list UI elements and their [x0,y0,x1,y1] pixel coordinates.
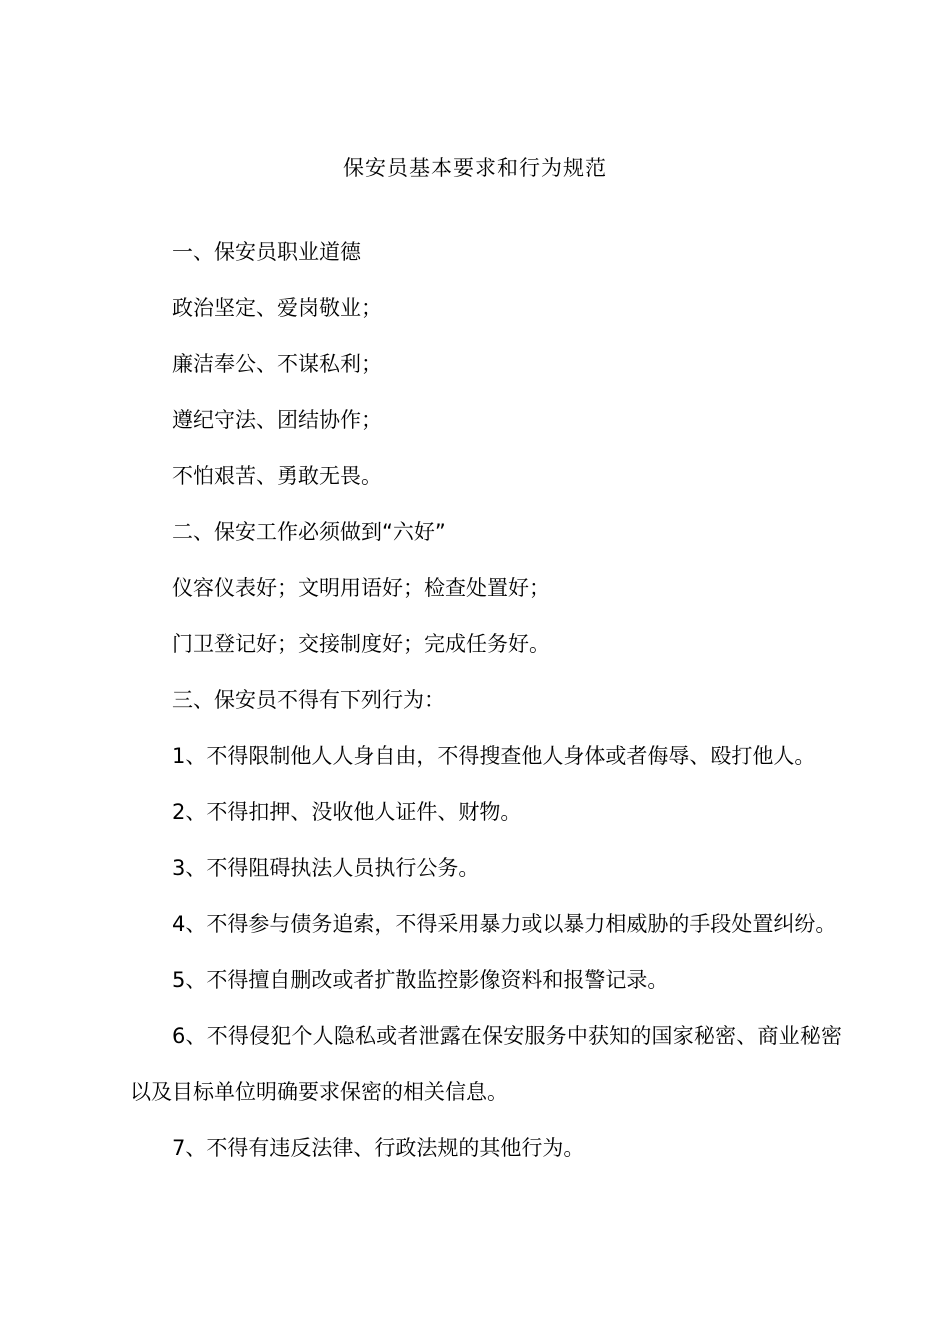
list-item: 1、不得限制他人人身自由，不得搜查他人身体或者侮辱、殴打他人。 [172,744,816,768]
list-item: 4、不得参与债务追索，不得采用暴力或以暴力相威胁的手段处置纠纷。 [172,912,837,936]
list-item: 3、不得阻碍执法人员执行公务。 [172,856,480,880]
section-heading-ethics: 一、保安员职业道德 [172,240,361,264]
paragraph: 门卫登记好；交接制度好；完成任务好。 [172,632,550,656]
document-title: 保安员基本要求和行为规范 [343,156,607,180]
list-item: 6、不得侵犯个人隐私或者泄露在保安服务中获知的国家秘密、商业秘密以及目标单位明确要求保密的相关信息。 [130,1024,842,1104]
paragraph: 遵纪守法、团结协作； [172,408,382,432]
section-heading-prohibited: 三、保安员不得有下列行为： [172,688,445,712]
paragraph: 政治坚定、爱岗敬业； [172,296,382,320]
paragraph: 仪容仪表好；文明用语好；检查处置好； [172,576,550,600]
paragraph: 不怕艰苦、勇敢无畏。 [172,464,382,488]
list-item: 7、不得有违反法律、行政法规的其他行为。 [172,1136,585,1160]
list-item: 2、不得扣押、没收他人证件、财物。 [172,800,522,824]
section-heading-six-goods: 二、保安工作必须做到“六好” [172,520,446,544]
list-item: 5、不得擅自删改或者扩散监控影像资料和报警记录。 [172,968,669,992]
document-body [130,224,842,1176]
paragraph: 廉洁奉公、不谋私利； [172,352,382,376]
